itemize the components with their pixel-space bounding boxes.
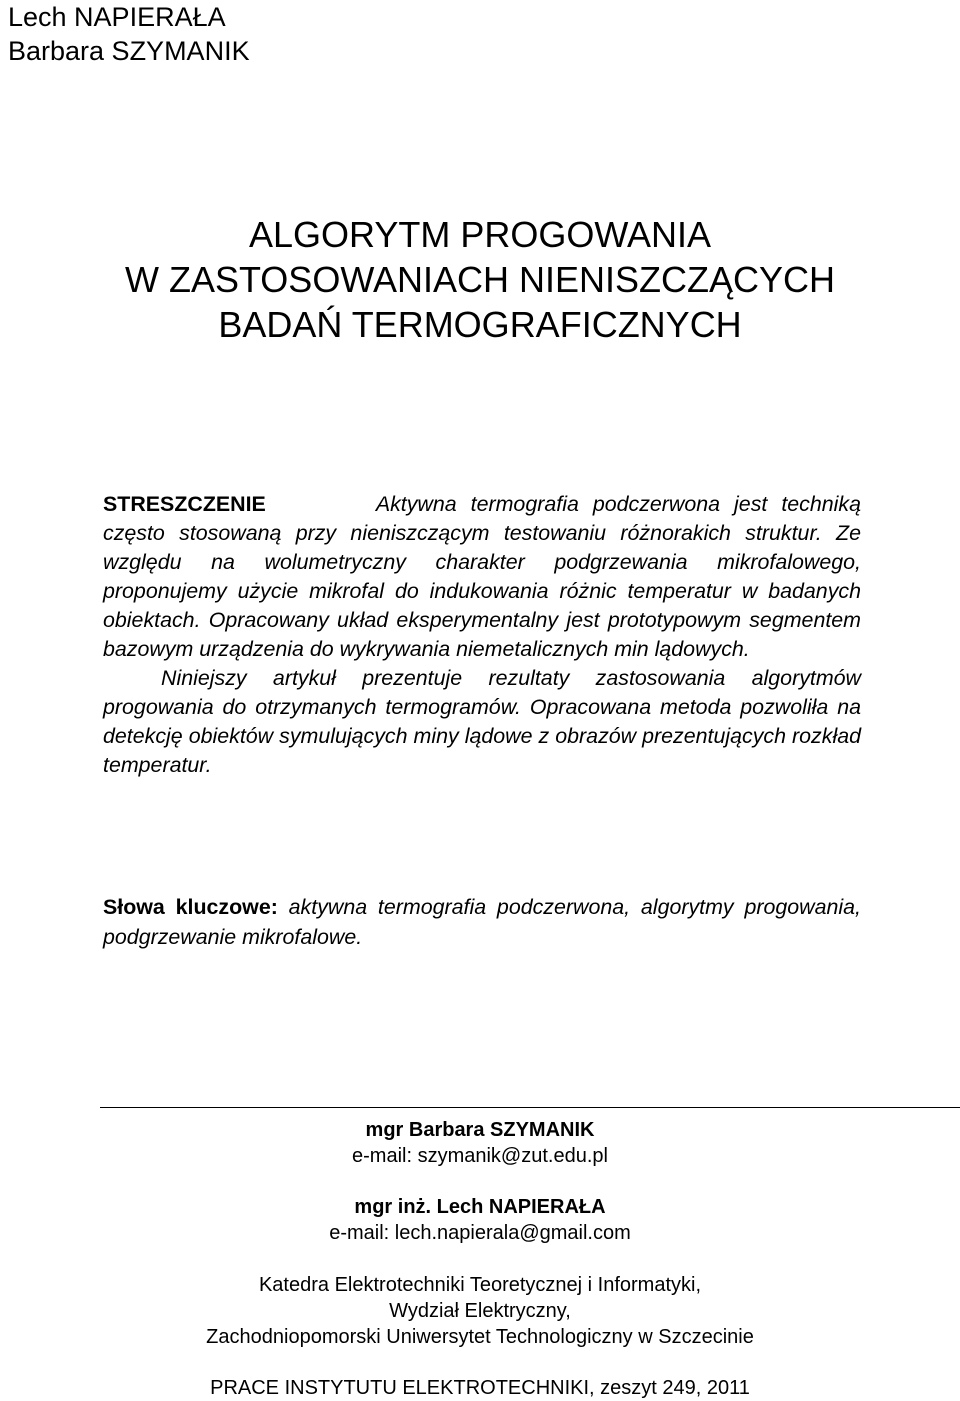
title-line: BADAŃ TERMOGRAFICZNYCH [218,304,742,345]
author-name: Barbara SZYMANIK [8,36,250,66]
affiliation-line: Katedra Elektrotechniki Teoretycznej i Informatyki, [258,1274,702,1296]
keywords [103,892,861,952]
keywords-label: Słowa kluczowe: [103,895,278,919]
keywords-text: aktywna termografia podczerwona, algorytmy progowania, podgrzewanie mikrofalowe. [103,895,861,949]
authors-header [8,0,250,68]
contact-block-1 [0,1117,960,1169]
affiliation-line: Wydział Elektryczny, [389,1300,571,1322]
author-name: Lech NAPIERAŁA [8,2,226,32]
affiliation [0,1272,960,1350]
contact-email: e-mail: lech.napierala@gmail.com [329,1222,631,1244]
abstract-paragraph-1 [103,490,861,664]
abstract-text-1: Aktywna termografia podczerwona jest techniką często stosowaną przy nieniszczącym testowaniu różnorakich struktur. Ze względu na wolumetryczny charakter podgrzewania mikrofalowego, proponujemy użycie mikrofal do indukowania różnic temperatur w badanych obiektach. Opracowany układ eksperymentalny jest prototypowym segmentem bazowym urządzenia do wykrywania niemetalicznych min lądowych. [103,492,861,661]
contact-email: e-mail: szymanik@zut.edu.pl [352,1145,608,1167]
contact-name: mgr Barbara SZYMANIK [365,1119,595,1141]
divider [100,1107,960,1108]
affiliation-line: Zachodniopomorski Uniwersytet Technologiczny w Szczecinie [206,1326,754,1348]
abstract-label: STRESZCZENIE [103,492,266,516]
contact-block-2 [0,1194,960,1246]
paper-title [0,212,960,347]
abstract [103,490,861,780]
abstract-paragraph-2: Niniejszy artykuł prezentuje rezultaty zastosowania algorytmów progowania do otrzymanych termogramów. Opracowana metoda pozwoliła na detekcję obiektów symulujących miny lądowe z obrazów prezentujących rozkład temperatur. [103,666,861,777]
journal-footer: PRACE INSTYTUTU ELEKTROTECHNIKI, zeszyt 249, 2011 [210,1377,750,1399]
contact-name: mgr inż. Lech NAPIERAŁA [354,1196,606,1218]
title-line: W ZASTOSOWANIACH NIENISZCZĄCYCH [124,259,836,300]
title-line: ALGORYTM PROGOWANIA [248,214,712,255]
